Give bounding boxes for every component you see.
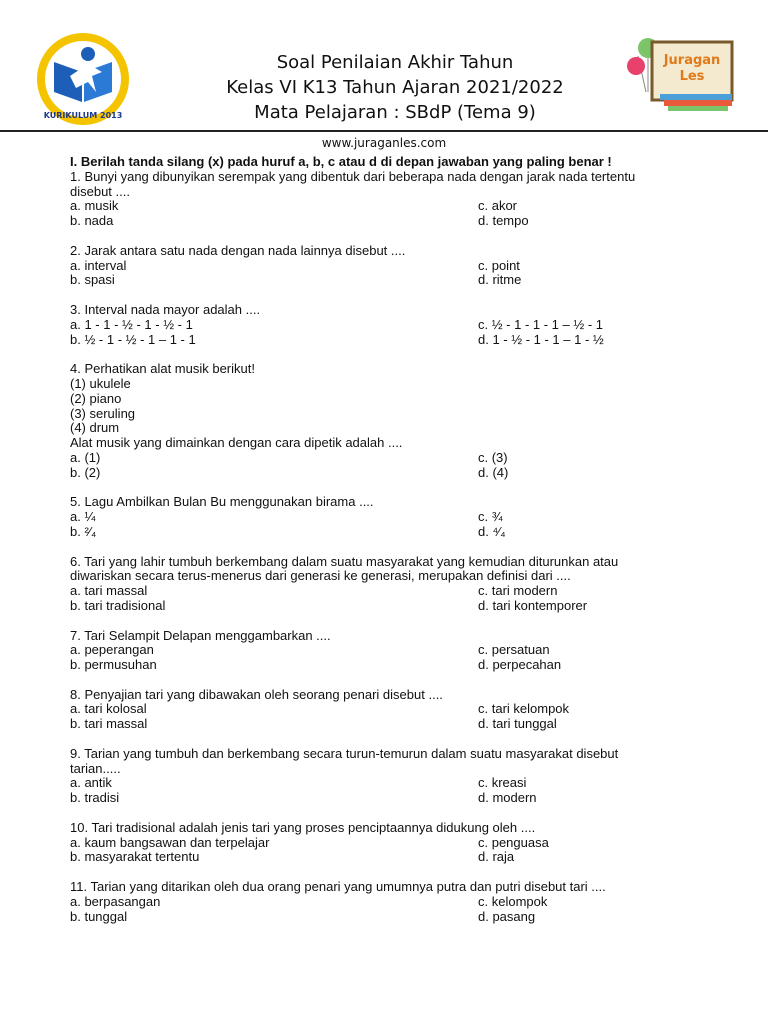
option-d: d. pasang <box>478 908 536 924</box>
question-text: 2. Jarak antara satu nada dengan nada lainnya disebut .... <box>70 242 406 258</box>
option-d: d. tari tunggal <box>478 716 557 732</box>
question-list <box>70 155 710 939</box>
question-text: 10. Tari tradisional adalah jenis tari yang proses penciptaannya didukung oleh .... <box>70 819 536 835</box>
answer-options-row <box>70 333 710 348</box>
option-a: a. peperangan <box>70 642 154 658</box>
option-d: d. perpecahan <box>478 657 562 673</box>
question-text-line: diwariskan secara terus-menerus dari generasi ke generasi, merupakan definisi dari .... <box>70 568 571 584</box>
answer-options-row <box>70 717 710 732</box>
option-a: a. 1 - 1 - ½ - 1 - ½ - 1 <box>70 316 193 332</box>
question-text: 5. Lagu Ambilkan Bulan Bu menggunakan birama .... <box>70 494 374 510</box>
answer-options-row <box>70 525 710 540</box>
option-d: d. raja <box>478 849 515 865</box>
option-c: c. akor <box>478 198 518 214</box>
answer-options-row <box>70 214 710 229</box>
option-a: a. (1) <box>70 449 101 465</box>
option-d: d. (4) <box>478 464 509 480</box>
option-c: c. ½ - 1 - 1 - 1 – ½ - 1 <box>478 316 603 332</box>
answer-options-row <box>70 466 710 481</box>
title-line-2: Kelas VI K13 Tahun Ajaran 2021/2022 <box>226 77 564 98</box>
question-text: 1. Bunyi yang dibunyikan serempak yang dibentuk dari beberapa nada dengan jarak nada tertentu <box>70 168 636 184</box>
option-a: a. antik <box>70 775 112 791</box>
kurikulum-2013-logo <box>36 32 130 126</box>
option-c: c. tari kelompok <box>478 701 570 717</box>
answer-options-row <box>70 259 710 274</box>
option-b: b. (2) <box>70 464 101 480</box>
option-c: c. (3) <box>478 449 508 465</box>
instruction: I. Berilah tanda silang (x) pada huruf a, b, c atau d di depan jawaban yang paling benar ! <box>70 154 612 169</box>
question-item <box>70 170 710 229</box>
answer-options-row <box>70 273 710 288</box>
option-a: a. tari massal <box>70 583 148 599</box>
question-text-line: (4) drum <box>70 420 120 436</box>
option-d: d. modern <box>478 790 537 806</box>
option-b: b. tunggal <box>70 908 128 924</box>
option-b: b. tari tradisional <box>70 597 166 613</box>
question-text: 11. Tarian yang ditarikan oleh dua orang penari yang umumnya putra dan putri disebut tari .... <box>70 879 606 895</box>
answer-options-row <box>70 599 710 614</box>
question-text: 4. Perhatikan alat musik berikut! <box>70 361 255 377</box>
question-text-line: (3) seruling <box>70 405 136 421</box>
option-c: c. kreasi <box>478 775 527 791</box>
option-a: a. berpasangan <box>70 893 161 909</box>
option-b: b. ²⁄₄ <box>70 523 97 539</box>
option-a: a. interval <box>70 257 127 273</box>
option-a: a. musik <box>70 198 119 214</box>
title-line-1: Soal Penilaian Akhir Tahun <box>276 52 514 73</box>
option-b: b. ½ - 1 - ½ - 1 – 1 - 1 <box>70 331 196 347</box>
option-a: a. kaum bangsawan dan terpelajar <box>70 834 270 850</box>
question-item <box>70 244 710 288</box>
question-item <box>70 821 710 865</box>
option-a: a. tari kolosal <box>70 701 147 717</box>
answer-options-row <box>70 836 710 851</box>
option-b: b. spasi <box>70 272 115 288</box>
question-text-line: (2) piano <box>70 390 122 406</box>
option-c: c. ¾ <box>478 509 503 525</box>
answer-options-row <box>70 895 710 910</box>
option-c: c. point <box>478 257 520 273</box>
answer-options-row <box>70 510 710 525</box>
question-item <box>70 495 710 539</box>
answer-options-row <box>70 451 710 466</box>
option-b: b. permusuhan <box>70 657 157 673</box>
svg-text:Les: Les <box>679 69 705 84</box>
question-text: 8. Penyajian tari yang dibawakan oleh seorang penari disebut .... <box>70 686 443 702</box>
question-item <box>70 747 710 806</box>
title-line-3: Mata Pelajaran : SBdP (Tema 9) <box>254 102 536 123</box>
question-item <box>70 629 710 673</box>
option-b: b. tari massal <box>70 716 148 732</box>
answer-options-row <box>70 850 710 865</box>
question-text: 9. Tarian yang tumbuh dan berkembang secara turun-temurun dalam suatu masyarakat disebut <box>70 745 619 761</box>
option-d: d. ⁴⁄₄ <box>478 523 506 539</box>
question-item <box>70 555 710 614</box>
answer-options-row <box>70 776 710 791</box>
question-item <box>70 362 710 480</box>
question-item <box>70 688 710 732</box>
option-d: d. tempo <box>478 213 529 229</box>
option-c: c. tari modern <box>478 583 558 599</box>
question-item <box>70 303 710 347</box>
option-b: b. tradisi <box>70 790 120 806</box>
answer-options-row <box>70 643 710 658</box>
answer-options-row <box>70 318 710 333</box>
question-text: 6. Tari yang lahir tumbuh berkembang dalam suatu masyarakat yang kemudian diturunkan atau <box>70 553 619 569</box>
answer-options-row <box>70 584 710 599</box>
option-c: c. penguasa <box>478 834 549 850</box>
answer-options-row <box>70 791 710 806</box>
header-divider <box>0 130 768 132</box>
question-text-line: Alat musik yang dimainkan dengan cara dipetik adalah .... <box>70 435 403 451</box>
question-text-line: (1) ukulele <box>70 375 131 391</box>
option-d: d. 1 - ½ - 1 - 1 – 1 - ½ <box>478 331 604 347</box>
option-c: c. kelompok <box>478 893 548 909</box>
option-a: a. ¼ <box>70 509 96 525</box>
website-url: www.juraganles.com <box>321 136 447 150</box>
question-text-line: tarian..... <box>70 760 121 776</box>
answer-options-row <box>70 658 710 673</box>
svg-text:Juragan: Juragan <box>663 53 721 68</box>
option-d: d. ritme <box>478 272 522 288</box>
juragan-les-logo <box>624 36 736 112</box>
answer-options-row <box>70 199 710 214</box>
option-b: b. masyarakat tertentu <box>70 849 200 865</box>
question-text: 7. Tari Selampit Delapan menggambarkan .... <box>70 627 331 643</box>
questions-container <box>70 170 710 925</box>
answer-options-row <box>70 702 710 717</box>
title-block <box>160 50 630 125</box>
svg-text:KURIKULUM 2013: KURIKULUM 2013 <box>43 111 123 120</box>
question-text: 3. Interval nada mayor adalah .... <box>70 301 261 317</box>
option-c: c. persatuan <box>478 642 550 658</box>
page-header <box>0 0 768 130</box>
option-b: b. nada <box>70 213 114 229</box>
option-d: d. tari kontemporer <box>478 597 588 613</box>
question-item <box>70 880 710 924</box>
answer-options-row <box>70 910 710 925</box>
question-text-line: disebut .... <box>70 183 130 199</box>
